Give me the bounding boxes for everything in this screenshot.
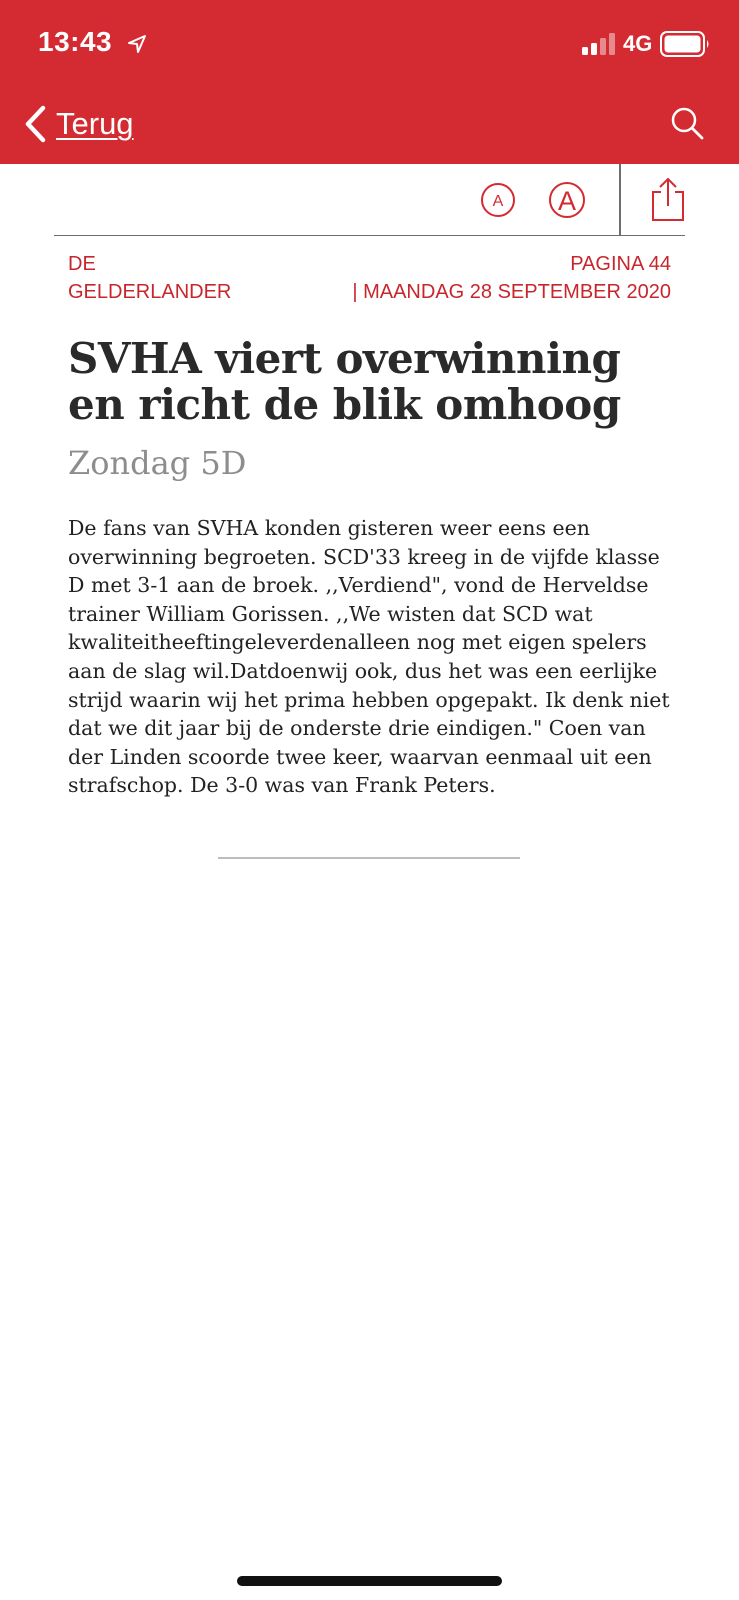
back-button-label: Terug [56, 106, 134, 141]
share-icon[interactable] [650, 176, 686, 222]
font-size-increase-button[interactable] [548, 181, 586, 219]
toolbar-divider [619, 164, 621, 236]
article-title: SVHA viert overwinning en richt de blik omhoog [68, 334, 621, 429]
battery-icon [660, 31, 710, 57]
reader-toolbar [54, 164, 685, 236]
font-size-decrease-button[interactable] [480, 182, 516, 218]
status-time: 13:43 [38, 26, 113, 57]
font-size-large-label: A [557, 186, 577, 216]
font-size-small-label: A [492, 193, 504, 210]
app-header [0, 0, 739, 164]
page-number: PAGINA 44 [570, 253, 671, 275]
article-meta [68, 250, 671, 310]
back-button[interactable] [22, 102, 134, 146]
page-date-info [352, 250, 671, 306]
newspaper-name-line1: DE [68, 253, 96, 275]
location-arrow-icon [127, 34, 147, 54]
home-indicator[interactable] [237, 1576, 502, 1586]
newspaper-name [68, 250, 268, 306]
publication-date: | MAANDAG 28 SEPTEMBER 2020 [352, 281, 671, 303]
article-body: De fans van SVHA konden gisteren weer eens een overwinning begroeten. SCD'33 kreeg in de vijfde klasse D met 3-1 aan de broek. ,,Verdiend", vond de Herveldse trainer William Gorissen. ,,We wisten dat SCD wat kwaliteitheeftingeleverdenalleen nog met eigen spelers aan de slag wil.Datdoenwij ook, dus het was een eerlijke strijd waarin wij het prima hebben opgepakt. Ik denk niet dat we dit jaar bij de onderste drie eindigen." Coen van der Linden scoorde twee keer, waarvan eenmaal uit een strafschop. De 3-0 was van Frank Peters. [68, 516, 670, 798]
article-section: Zondag 5D [68, 444, 247, 482]
newspaper-name-line2: GELDERLANDER [68, 281, 232, 303]
article-end-divider [218, 857, 520, 859]
signal-bars-icon [582, 33, 616, 55]
chevron-left-icon [22, 104, 48, 144]
network-type: 4G [623, 31, 653, 56]
search-icon[interactable] [670, 106, 704, 140]
